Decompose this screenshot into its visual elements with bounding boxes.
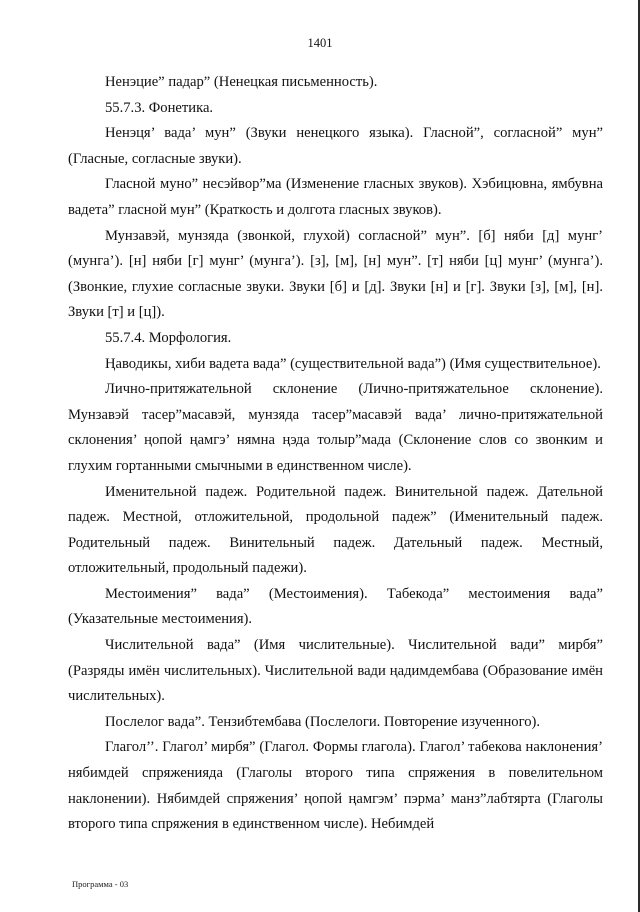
section-heading-phonetics: 55.7.3. Фонетика.	[105, 99, 214, 116]
page-footer: Программа - 03	[72, 879, 129, 889]
paragraph-vowel-changes: Гласной муно” несэйвор”ма (Изменение гласных звуков). Хэбицювна, ямбувна вадета” гласной мун” (Краткость и долгота гласных звуков).	[68, 176, 603, 218]
paragraph-verb: Глагол’’. Глагол’ мирбя” (Глагол. Формы глагола). Глагол’ табекова наклонения’ нябимдей спряженияда (Глаголы второго типа спряжения в повелительном наклонении). Нябимдей спряжения’ ңопой ңамгэм’ пэрма’ манз”лабтярта (Глаголы второго типа спряжения в единственном числе). Небимдей	[68, 739, 603, 833]
paragraph-numerals: Числительной вада” (Имя числительные). Числительной вади” мирбя” (Разряды имён числительных). Числительной вади ңадимдембава (Образование имён числительных).	[68, 637, 603, 705]
section-heading-morphology: 55.7.4. Морфология.	[105, 329, 232, 346]
paragraph-pronouns: Местоимения” вада” (Местоимения). Табекода” местоимения вада” (Указательные местоимения).	[68, 585, 603, 628]
paragraph-noun: Ңаводикы, хиби вадета вада” (существительной вада”) (Имя существительное).	[105, 355, 601, 372]
paragraph-possessive-declension: Лично-притяжательной склонение (Лично-притяжательное склонение). Мунзавэй тасер”масавэй, мунзяда тасер”масавэй вада’ лично-притяжательной склонения’ ңопой ңамгэ’ нямна ңэда толыр”мада (Склонение слов со звонким и глухим гортанными смычными в единственном числе).	[68, 381, 603, 474]
paragraph-sounds: Ненэця’ вада’ мун” (Звуки ненецкого языка). Гласной”, согласной” мун” (Гласные, согласные звуки).	[68, 125, 603, 167]
page-number: 1401	[307, 36, 333, 50]
paragraph-postpositions: Послелог вада”. Тензибтембава (Послелоги. Повторение изученного).	[105, 713, 541, 730]
paragraph-nenets-writing: Ненэцие” падар” (Ненецкая письменность).	[105, 74, 378, 90]
paragraph-cases: Именительной падеж. Родительной падеж. Винительной падеж. Дательной падеж. Местной, отложительной, продольной падеж” (Именительный падеж. Родительный падеж. Винительный падеж. Дательный падеж. Местный, отложительный, продольный падежи).	[68, 483, 603, 577]
body-text	[68, 70, 603, 838]
paragraph-consonants: Мунзавэй, мунзяда (звонкой, глухой) согласной” мун”. [б] няби [д] мунг’ (мунга’). [н] няби [г] мунг’ (мунга’). [з], [м], [н] мун”. [т] няби [ц] мунг’ (мунга’). (Звонкие, глухие согласные звуки. Звуки [б] и [д]. Звуки [н] и [г]. Звуки [з], [м], [н]. Звуки [т] и [ц]).	[68, 227, 603, 321]
